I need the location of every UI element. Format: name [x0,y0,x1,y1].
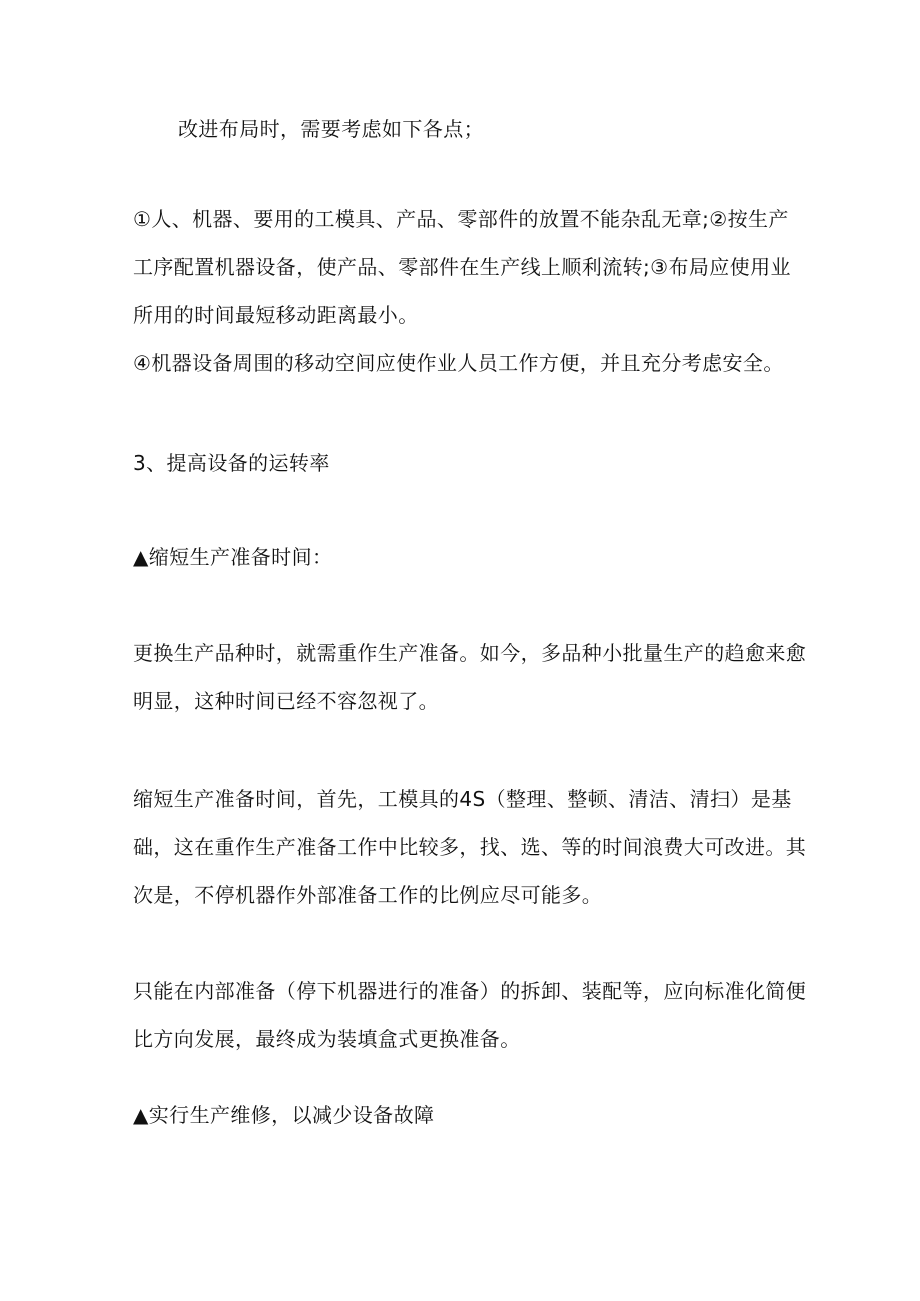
section-heading-3: 3、提高设备的运转率 [133,451,330,475]
para-shorten-line-2: 础，这在重作生产准备工作中比较多，找、选、等的时间浪费大可改进。其 [133,835,807,859]
para-change-line-2: 明显，这种时间已经不容忽视了。 [133,689,439,713]
para-internal-line-2: 比方向发展，最终成为装填盒式更换准备。 [133,1027,521,1051]
points-line-1: ①人、机器、要用的工模具、产品、零部件的放置不能杂乱无章;②按生产 [133,207,789,231]
points-line-2: 工序配置机器设备，使产品、零部件在生产线上顺利流转;③布局应使用业 [133,255,791,279]
point4-line: ④机器设备周围的移动空间应使作业人员工作方便，并且充分考虑安全。 [133,351,784,375]
para-internal-line-1: 只能在内部准备（停下机器进行的准备）的拆卸、装配等，应向标准化简便 [133,979,807,1003]
heading-setup-time: ▲缩短生产准备时间： [133,545,333,569]
heading-maintenance: ▲实行生产维修，以减少设备故障 [133,1103,435,1127]
para-change-line-1: 更换生产品种时，就需重作生产准备。如今，多品种小批量生产的趋愈来愈 [133,641,807,665]
intro-line: 改进布局时，需要考虑如下各点； [178,117,484,141]
para-shorten-line-3: 次是，不停机器作外部准备工作的比例应尽可能多。 [133,883,603,907]
points-line-3: 所用的时间最短移动距离最小。 [133,303,419,327]
para-shorten-line-1: 缩短生产准备时间，首先，工模具的4S（整理、整顿、清洁、清扫）是基 [133,787,792,811]
